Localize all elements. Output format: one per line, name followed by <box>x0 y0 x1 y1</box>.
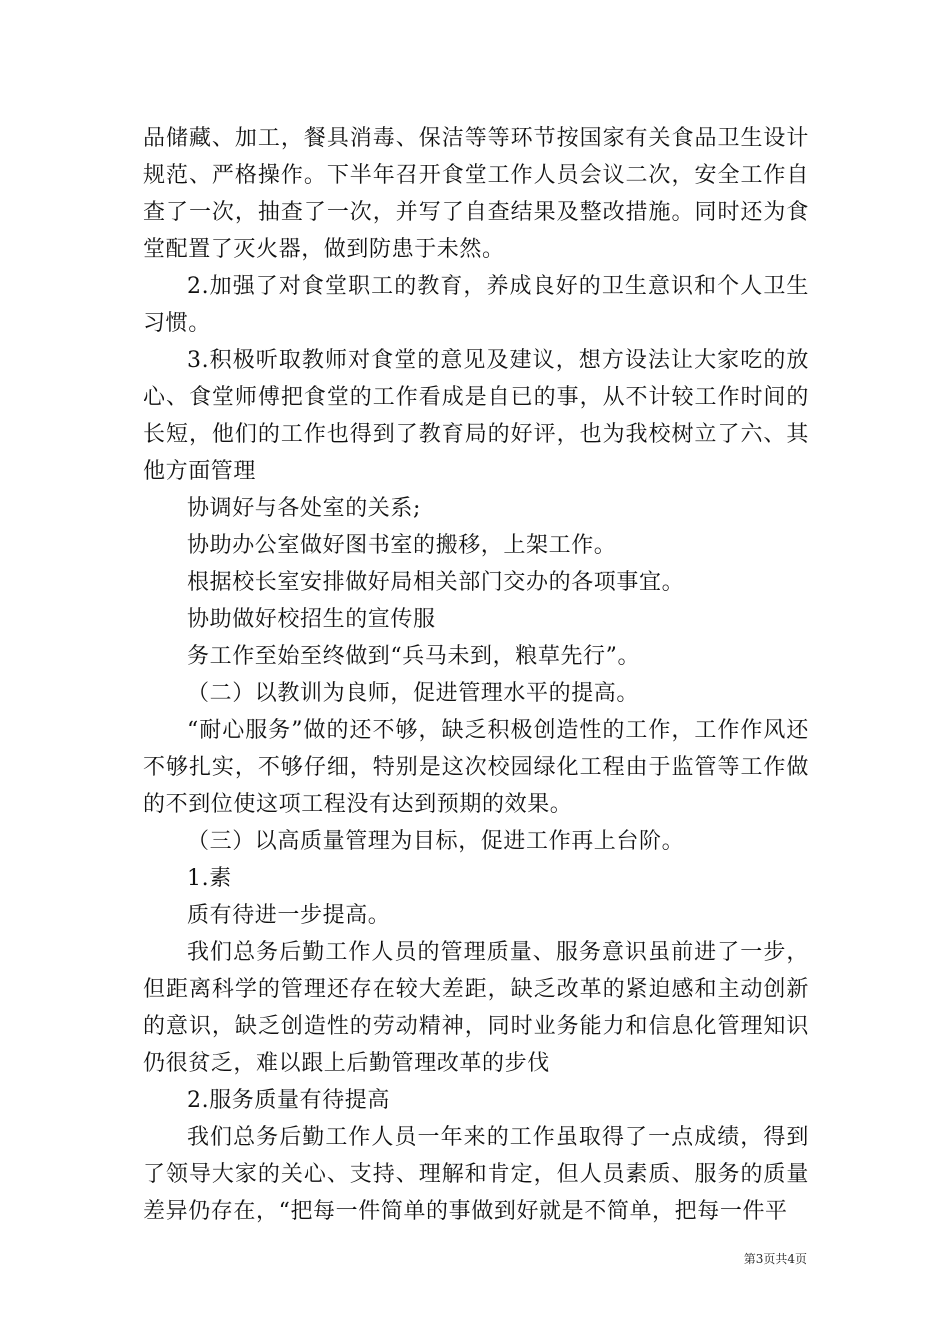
paragraph-4: 协调好与各处室的关系; <box>187 496 422 521</box>
paragraph-11: （三）以高质量管理为目标，促进工作再上台阶。 <box>187 829 685 854</box>
paragraph-9: （二）以教训为良师，促进管理水平的提高。 <box>187 681 640 706</box>
paragraph-3: 3.积极听取教师对食堂的意见及建议，想方设法让大家吃的放心、食堂师傅把食堂的工作看成是自已的事，从不计较工作时间的长短，他们的工作也得到了教育局的好评，也为我校树立了六、其他方面管理 <box>143 348 809 484</box>
paragraph-6: 根据校长室安排做好局相关部门交办的各项事宜。 <box>187 570 685 595</box>
paragraph-7: 协助做好校招生的宣传服 <box>187 607 436 632</box>
paragraph-10: “耐心服务”做的还不够，缺乏积极创造性的工作，工作作风还不够扎实，不够仔细，特别是这次校园绿化工程由于监管等工作做的不到位使这项工程没有达到预期的效果。 <box>143 718 809 817</box>
paragraph-14: 我们总务后勤工作人员的管理质量、服务意识虽前进了一步，但距离科学的管理还存在较大差距，缺乏改革的紧迫感和主动创新的意识，缺乏创造性的劳动精神，同时业务能力和信息化管理知识仍很贫乏，难以跟上后勤管理改革的步伐 <box>143 940 809 1076</box>
paragraph-5: 协助办公室做好图书室的搬移，上架工作。 <box>187 533 617 558</box>
paragraph-16: 我们总务后勤工作人员一年来的工作虽取得了一点成绩，得到了领导大家的关心、支持、理解和肯定，但人员素质、服务的质量差异仍存在，“把每一件简单的事做到好就是不简单，把每一件平 <box>143 1125 809 1224</box>
paragraph-1: 品储藏、加工，餐具消毒、保洁等等环节按国家有关食品卫生设计规范、严格操作。下半年召开食堂工作人员会议二次，安全工作自查了一次，抽查了一次，并写了自查结果及整改措施。同时还为食堂配置了灭火器，做到防患于未然。 <box>143 126 809 262</box>
paragraph-15: 2.服务质量有待提高 <box>187 1088 390 1113</box>
paragraph-2: 2.加强了对食堂职工的教育，养成良好的卫生意识和个人卫生习惯。 <box>143 274 809 336</box>
paragraph-12: 1.素 <box>187 866 232 891</box>
paragraph-13: 质有待进一步提高。 <box>187 903 391 928</box>
page-number: 第3页共4页 <box>743 1252 807 1266</box>
body-text <box>143 120 809 1230</box>
paragraph-8: 务工作至始至终做到“兵马未到，粮草先行”。 <box>187 644 641 669</box>
